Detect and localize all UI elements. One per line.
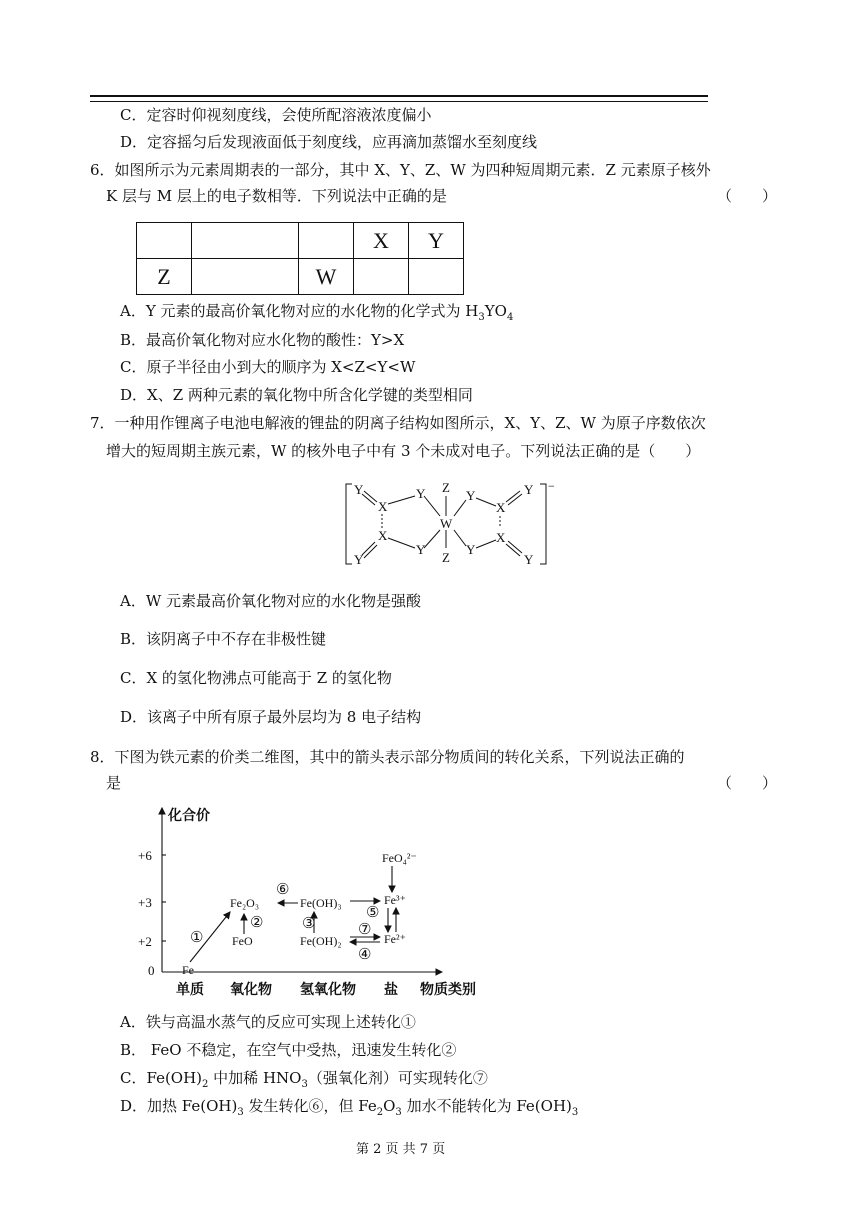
- arrow-label-6: ⑥: [276, 882, 290, 898]
- pt-cell-empty: [354, 259, 409, 295]
- pt-cell-x: X: [354, 223, 409, 259]
- q7-stem-line1: 7．一种用作锂离子电池电解液的锂盐的阴离子结构如图所示，X、Y、Z、W 为原子序数依次: [90, 414, 706, 432]
- species-fe: Fe: [182, 963, 194, 977]
- y-tick: +6: [138, 848, 152, 863]
- iron-valence-class-diagram: [130, 800, 500, 1005]
- x-tick: 单质: [176, 982, 204, 998]
- atom-x: X: [378, 499, 388, 514]
- atom-y: Y: [466, 488, 476, 503]
- y-tick: +2: [138, 934, 152, 949]
- q6-option-c: C．原子半径由小到大的顺序为 X<Z<Y<W: [120, 358, 416, 376]
- q8-option-b: B． FeO 不稳定，在空气中受热，迅速发生转化②: [120, 1041, 457, 1059]
- x-tick: 物质类别: [420, 982, 476, 998]
- q8-option-d: D．加热 $Fe(OH)_3$ 发生转化⑥，但 $Fe_2O_3$ 加水不能转化为 $Fe(OH)_3$: [120, 1097, 579, 1118]
- arrow-label-2: ②: [250, 915, 264, 931]
- x-tick: 氢氧化物: [300, 982, 356, 998]
- atom-w: W: [440, 516, 453, 531]
- y-tick: +3: [138, 895, 152, 910]
- q8-option-a: A．铁与高温水蒸气的反应可实现上述转化①: [120, 1013, 416, 1031]
- q5-option-c: C．定容时仰视刻度线，会使所配溶液浓度偏小: [120, 106, 432, 124]
- q7-option-b: B．该阴离子中不存在非极性键: [120, 630, 327, 648]
- q7-stem-line2: 增大的短周期主族元素，W 的核外电子中有 3 个未成对电子。下列说法正确的是（ ）: [106, 442, 701, 460]
- atom-x: X: [496, 500, 506, 515]
- pt-cell-z: Z: [137, 259, 192, 295]
- axis-y-label: 化合价: [168, 808, 210, 824]
- q8-stem-line1: 8．下图为铁元素的价类二维图，其中的箭头表示部分物质间的转化关系，下列说法正确的: [90, 748, 685, 766]
- q7-option-a: A．W 元素最高价氧化物对应的水化物是强酸: [120, 592, 422, 610]
- q6-option-d: D．X、Z 两种元素的氧化物中所含化学键的类型相同: [120, 386, 473, 404]
- atom-y: Y: [416, 486, 426, 501]
- atom-y: Y: [524, 482, 534, 497]
- anion-structure-diagram: [340, 478, 560, 570]
- arrow-label-1: ①: [190, 930, 204, 946]
- atom-z: Z: [442, 480, 450, 495]
- species-ferrate: FeO₄²⁻: [382, 851, 417, 865]
- species-fe3plus: Fe³⁺: [384, 893, 406, 907]
- atom-y: Y: [354, 552, 364, 567]
- pt-gap: [192, 259, 299, 295]
- q6-answer-paren: （ ）: [717, 187, 778, 205]
- q8-stem-line2: 是: [106, 774, 122, 792]
- atom-y: Y: [524, 552, 534, 567]
- atom-y: Y: [466, 542, 476, 557]
- header-rule-thin: [90, 101, 708, 102]
- species-fe2o3: Fe₂O₃: [230, 896, 260, 910]
- q6-option-b: B．最高价氧化物对应水化物的酸性：Y>X: [120, 331, 405, 349]
- x-tick: 盐: [384, 982, 398, 998]
- pt-cell-empty: [299, 223, 354, 259]
- page-footer: 第 2 页 共 7 页: [356, 1142, 446, 1157]
- q6-option-a: A．Y 元素的最高价氧化物对应的水化物的化学式为 $H_3YO_4$: [120, 302, 514, 323]
- atom-y: Y: [416, 542, 426, 557]
- pt-cell-empty: [137, 223, 192, 259]
- y-tick: 0: [148, 963, 155, 978]
- q8-answer-paren: （ ）: [717, 774, 778, 792]
- pt-cell-empty: [409, 259, 464, 295]
- header-rule: [90, 95, 708, 97]
- atom-y: Y: [354, 482, 364, 497]
- arrow-label-5: ⑤: [366, 905, 380, 921]
- arrow-label-3: ③: [302, 916, 316, 932]
- species-feo: FeO: [232, 934, 253, 948]
- pt-cell-y: Y: [409, 223, 464, 259]
- species-fe2plus: Fe²⁺: [384, 932, 406, 946]
- anion-charge: −: [548, 479, 555, 493]
- atom-x: X: [378, 528, 388, 543]
- species-fe-oh-3: Fe(OH)₃: [300, 896, 342, 910]
- arrow-label-4: ④: [358, 947, 372, 963]
- q8-option-c: C．$Fe(OH)_2$ 中加稀 $HNO_3$（强氧化剂）可实现转化⑦: [120, 1069, 488, 1090]
- atom-x: X: [496, 530, 506, 545]
- q5-option-d: D．定容摇匀后发现液面低于刻度线，应再滴加蒸馏水至刻度线: [120, 133, 538, 151]
- x-tick: 氧化物: [230, 982, 272, 998]
- q7-option-d: D．该离子中所有原子最外层均为 8 电子结构: [120, 708, 422, 726]
- atom-z: Z: [442, 550, 450, 565]
- q7-option-c: C．X 的氢化物沸点可能高于 Z 的氢化物: [120, 669, 392, 687]
- species-fe-oh-2: Fe(OH)₂: [300, 934, 342, 948]
- pt-cell-w: W: [299, 259, 354, 295]
- periodic-table-fragment: [136, 222, 464, 295]
- q6-stem-line2: K 层与 M 层上的电子数相等．下列说法中正确的是: [106, 187, 447, 205]
- arrow-label-7: ⑦: [358, 922, 372, 938]
- pt-gap: [192, 223, 299, 259]
- q6-stem-line1: 6．如图所示为元素周期表的一部分，其中 X、Y、Z、W 为四种短周期元素．Z 元素原子核外: [90, 161, 711, 179]
